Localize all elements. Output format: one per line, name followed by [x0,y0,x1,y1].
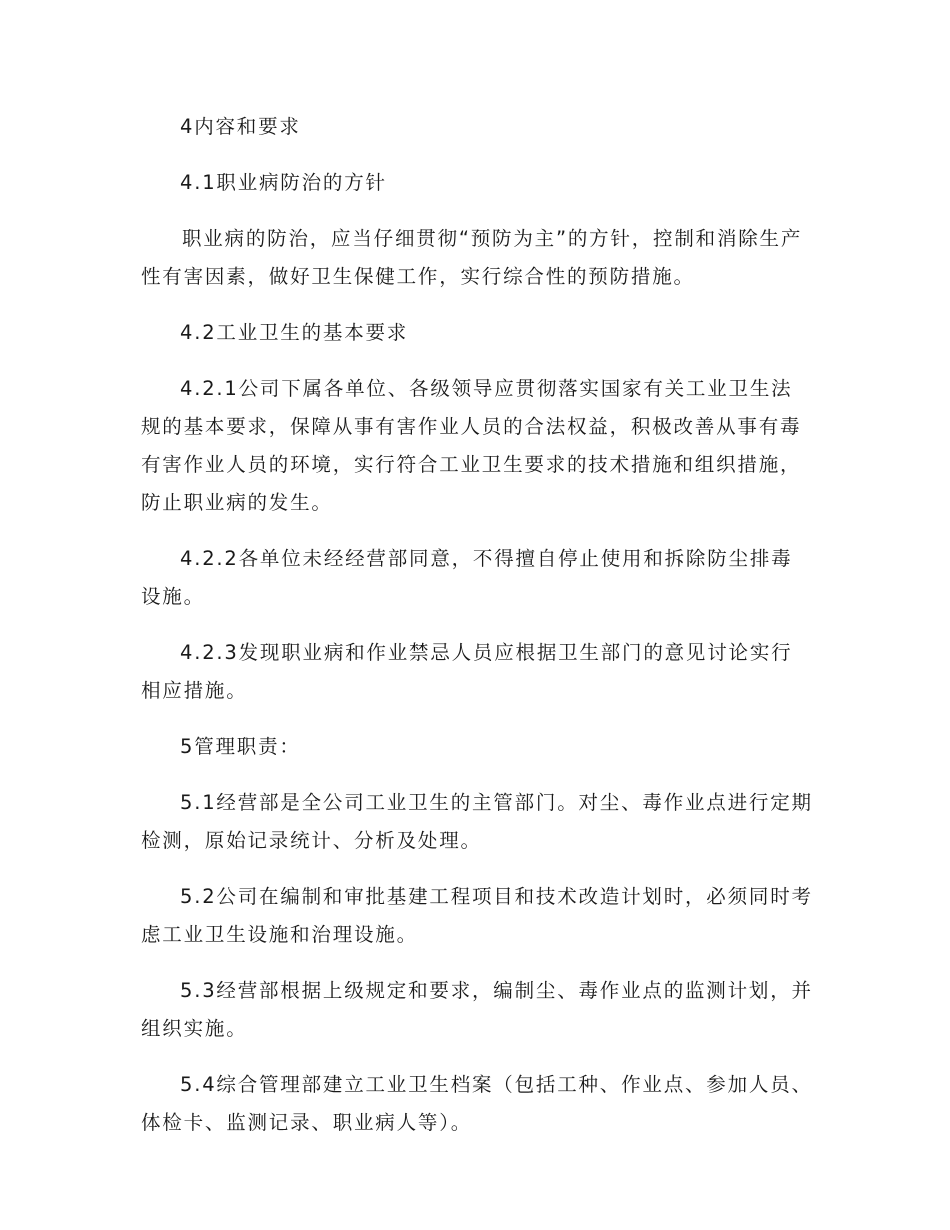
paragraph-4-2-2: 4.2.2各单位未经经营部同意，不得擅自停止使用和拆除防尘排毒设施。 [141,547,793,608]
paragraph-4-2-1: 4.2.1公司下属各单位、各级领导应贯彻落实国家有关工业卫生法规的基本要求，保障从事有害作业人员的合法权益，积极改善从事有毒有害作业人员的环境，实行符合工业卫生要求的技术措施和组织措施，防止职业病的发生。 [141,377,802,514]
section-heading-5: 5管理职责： [180,735,301,758]
subsection-heading-4-1: 4.1职业病防治的方针 [180,171,387,194]
paragraph-4-2-3: 4.2.3发现职业病和作业禁忌人员应根据卫生部门的意见讨论实行相应措施。 [141,641,793,702]
document-body [141,108,813,1160]
section-heading-4: 4内容和要求 [180,115,301,138]
paragraph-5-3: 5.3经营部根据上级规定和要求，编制尘、毒作业点的监测计划，并组织实施。 [141,979,813,1040]
paragraph-5-4: 5.4综合管理部建立工业卫生档案（包括工种、作业点、参加人员、体检卡、监测记录、职业病人等）。 [141,1073,813,1134]
paragraph-5-1: 5.1经营部是全公司工业卫生的主管部门。对尘、毒作业点进行定期检测，原始记录统计、分析及处理。 [141,791,813,852]
paragraph-prevention-policy: 职业病的防治，应当仔细贯彻“预防为主”的方针，控制和消除生产性有害因素，做好卫生保健工作，实行综合性的预防措施。 [141,227,803,288]
paragraph-5-2: 5.2公司在编制和审批基建工程项目和技术改造计划时，必须同时考虑工业卫生设施和治理设施。 [141,885,813,946]
subsection-heading-4-2: 4.2工业卫生的基本要求 [180,321,409,344]
